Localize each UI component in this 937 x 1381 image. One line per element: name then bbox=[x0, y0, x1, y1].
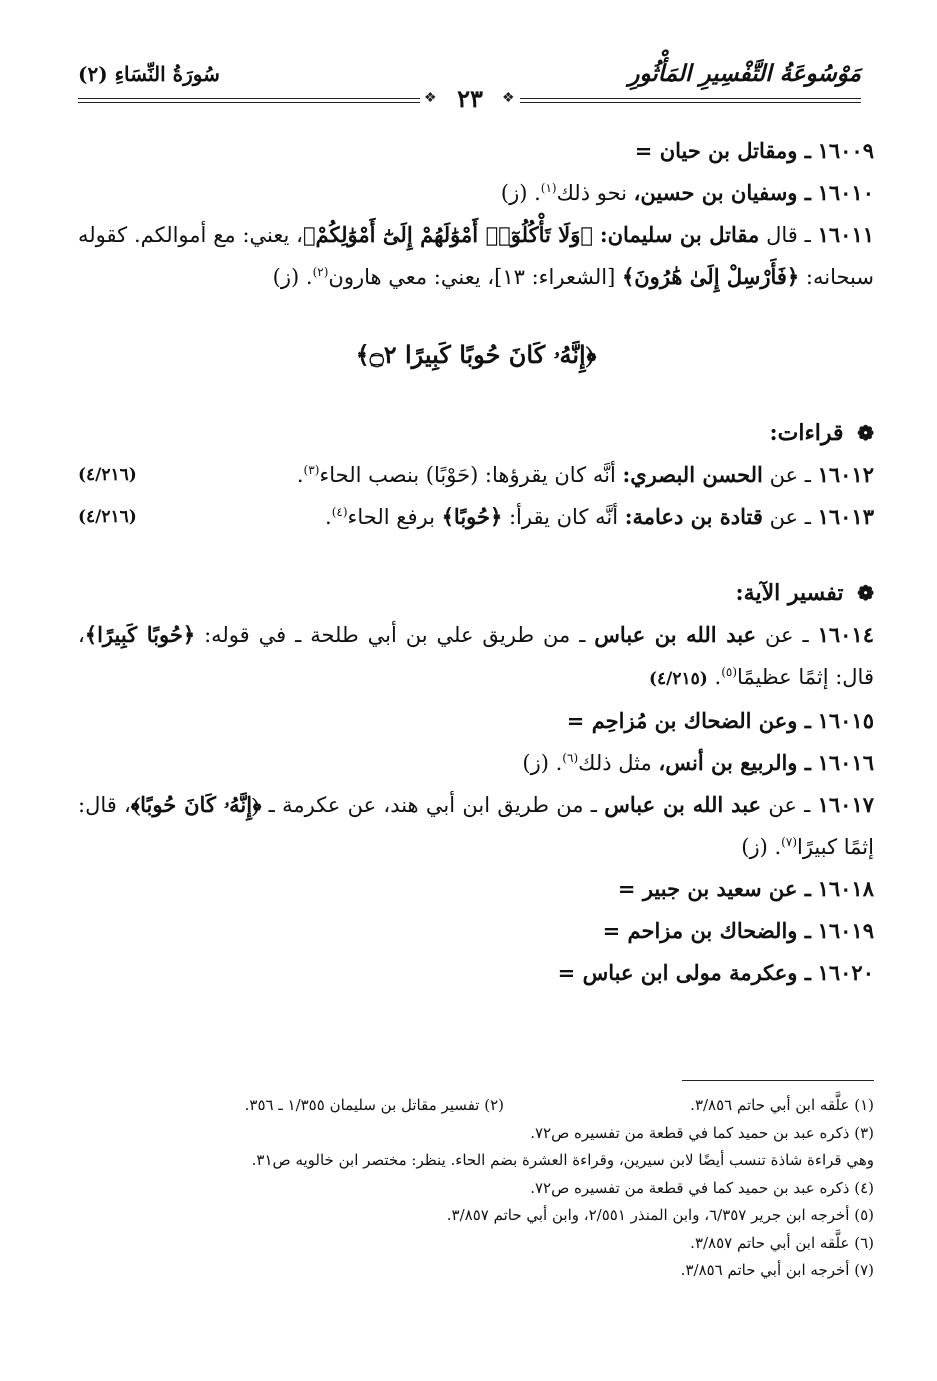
footnote-2: (٢) تفسير مقاتل بن سليمان ١/٣٥٥ ـ ٣٥٦. bbox=[244, 1096, 504, 1114]
narration-16015: ١٦٠١٥ ـ وعن الضحاك بن مُزاحِم = bbox=[566, 708, 874, 733]
narration-16010: ١٦٠١٠ ـ وسفيان بن حسين، نحو ذلك$^{(١)}$. (ز) bbox=[500, 180, 874, 205]
footnotes bbox=[78, 1092, 874, 1285]
narration-16014: ١٦٠١٤ ـ عن عبد الله بن عباس ـ من طريق علي بن أبي طلحة ـ في قوله: ﴿حُوبًا كَبِيرًا﴾، قال: إثمًا عظيمًا$^{(٥)}$. (٤/٢١٥) bbox=[78, 622, 874, 689]
book-title: مَوْسُوعَةُ التَّفْسِيرِ المَأْثُورِ bbox=[628, 60, 861, 87]
section-qiraat: ❁ قراءات: bbox=[769, 420, 874, 446]
footnote-4: (٤) ذكره عبد بن حميد كما في قطعة من تفسيره ص٧٢. bbox=[530, 1178, 874, 1197]
page-number: ٢٣ bbox=[457, 84, 483, 113]
surah-reference: [الشعراء: ١٣] bbox=[494, 265, 616, 289]
footnote-3: (٣) ذكره عبد بن حميد كما في قطعة من تفسيره ص٧٢. bbox=[530, 1123, 874, 1142]
narration-16019: ١٦٠١٩ ـ والضحاك بن مزاحم = bbox=[602, 918, 874, 943]
ornament-icon: ❖ bbox=[424, 90, 437, 106]
quran-quote: ﴿حُوبًا كَبِيرًا﴾ bbox=[84, 622, 196, 647]
quran-quote: ﴿حُوبًا﴾ bbox=[441, 504, 503, 529]
narration-16013: (٤/٢١٦) ١٦٠١٣ ـ عن قتادة بن دعامة: أنَّه كان يقرأ: ﴿حُوبًا﴾ برفع الحاء$^{(٤)}$. bbox=[78, 496, 874, 538]
source-ref: (٤/٢١٦) bbox=[78, 507, 137, 527]
page-header bbox=[0, 0, 937, 125]
section-tafsir: ❁ تفسير الآية: bbox=[735, 580, 874, 606]
footnote-ref[interactable]: (٦) bbox=[562, 751, 579, 765]
quran-quote: ﴿إِنَّهُۥ كَانَ حُوبًا﴾ bbox=[130, 792, 262, 817]
footnote-ref[interactable]: (٢) bbox=[312, 265, 329, 279]
footnote-ref[interactable]: (٥) bbox=[721, 665, 738, 679]
flower-ornament-icon: ❁ bbox=[857, 581, 874, 605]
quran-quote: ﴿وَلَا تَأْكُلُوٓا۟ أَمْوَٰلَهُمْ إِلَىٰٓ أَمْوَٰلِكُمْ﴾ bbox=[302, 222, 594, 247]
footnote-1: (١) علَّقه ابن أبي حاتم ٣/٨٥٦. bbox=[690, 1096, 874, 1114]
main-content bbox=[78, 130, 874, 994]
footnote-ref[interactable]: (٤) bbox=[331, 505, 348, 519]
narration-16020: ١٦٠٢٠ ـ وعكرمة مولى ابن عباس = bbox=[557, 960, 874, 985]
surah-title: سُورَةُ النِّسَاءِ (٢) bbox=[78, 62, 220, 86]
ornament-icon: ❖ bbox=[502, 90, 515, 106]
source-ref: (٤/٢١٦) bbox=[78, 465, 137, 485]
flower-ornament-icon: ❁ bbox=[857, 421, 874, 445]
narration-16018: ١٦٠١٨ ـ عن سعيد بن جبير = bbox=[617, 876, 874, 901]
narration-16017: ١٦٠١٧ ـ عن عبد الله بن عباس ـ من طريق ابن أبي هند، عن عكرمة ـ ﴿إِنَّهُۥ كَانَ حُوبًا﴾، قال: إثمًا كبيرًا$^{(٧)}$. (ز) bbox=[78, 792, 875, 859]
footnote-6: (٦) علَّقه ابن أبي حاتم ٣/٨٥٧. bbox=[690, 1233, 874, 1252]
footnote-ref[interactable]: (١) bbox=[540, 181, 557, 195]
narration-16009: ١٦٠٠٩ ـ ومقاتل بن حيان = bbox=[634, 138, 874, 163]
narration-16012: (٤/٢١٦) ١٦٠١٢ ـ عن الحسن البصري: أنَّه كان يقرؤها: (حَوْبًا) بنصب الحاء$^{(٣)}$. bbox=[78, 454, 874, 496]
footnote-ref[interactable]: (٣) bbox=[303, 463, 320, 477]
source-ref: (٤/٢١٥) bbox=[649, 669, 708, 689]
footnote-row bbox=[78, 1092, 874, 1120]
quran-quote: ﴿فَأَرْسِلْ إِلَىٰ هَٰرُونَ﴾ bbox=[621, 264, 800, 289]
footnote-7: (٧) أخرجه ابن أبي حاتم ٣/٨٥٦. bbox=[680, 1261, 874, 1279]
verse-heading: ﴿إِنَّهُۥ كَانَ حُوبًا كَبِيرًا ۝٢﴾ bbox=[355, 340, 597, 369]
footnote-rule bbox=[682, 1080, 874, 1081]
footnote-ref[interactable]: (٧) bbox=[781, 835, 797, 849]
footnote-3-continued: وهي قراءة شاذة تنسب أيضًا لابن سيرين، وقراءة العشرة بضم الحاء. ينظر: مختصر ابن خالويه ص٣١. bbox=[251, 1151, 874, 1169]
narration-16011: ١٦٠١١ ـ قال مقاتل بن سليمان: ﴿وَلَا تَأْكُلُوٓا۟ أَمْوَٰلَهُمْ إِلَىٰٓ أَمْوَٰلِكُمْ﴾، يعني: مع أموالكم. كقوله سبحانه: ﴿فَأَرْسِلْ إِلَىٰ هَٰرُونَ﴾ [الشعراء: ١٣]، يعني: معي هارون$^{(٢)}$. (ز) bbox=[78, 222, 875, 289]
narration-16016: ١٦٠١٦ ـ والربيع بن أنس، مثل ذلك$^{(٦)}$. (ز) bbox=[522, 750, 874, 775]
footnote-5: (٥) أخرجه ابن جرير ٦/٣٥٧، وابن المنذر ٢/٥٥١، وابن أبي حاتم ٣/٨٥٧. bbox=[446, 1206, 874, 1224]
